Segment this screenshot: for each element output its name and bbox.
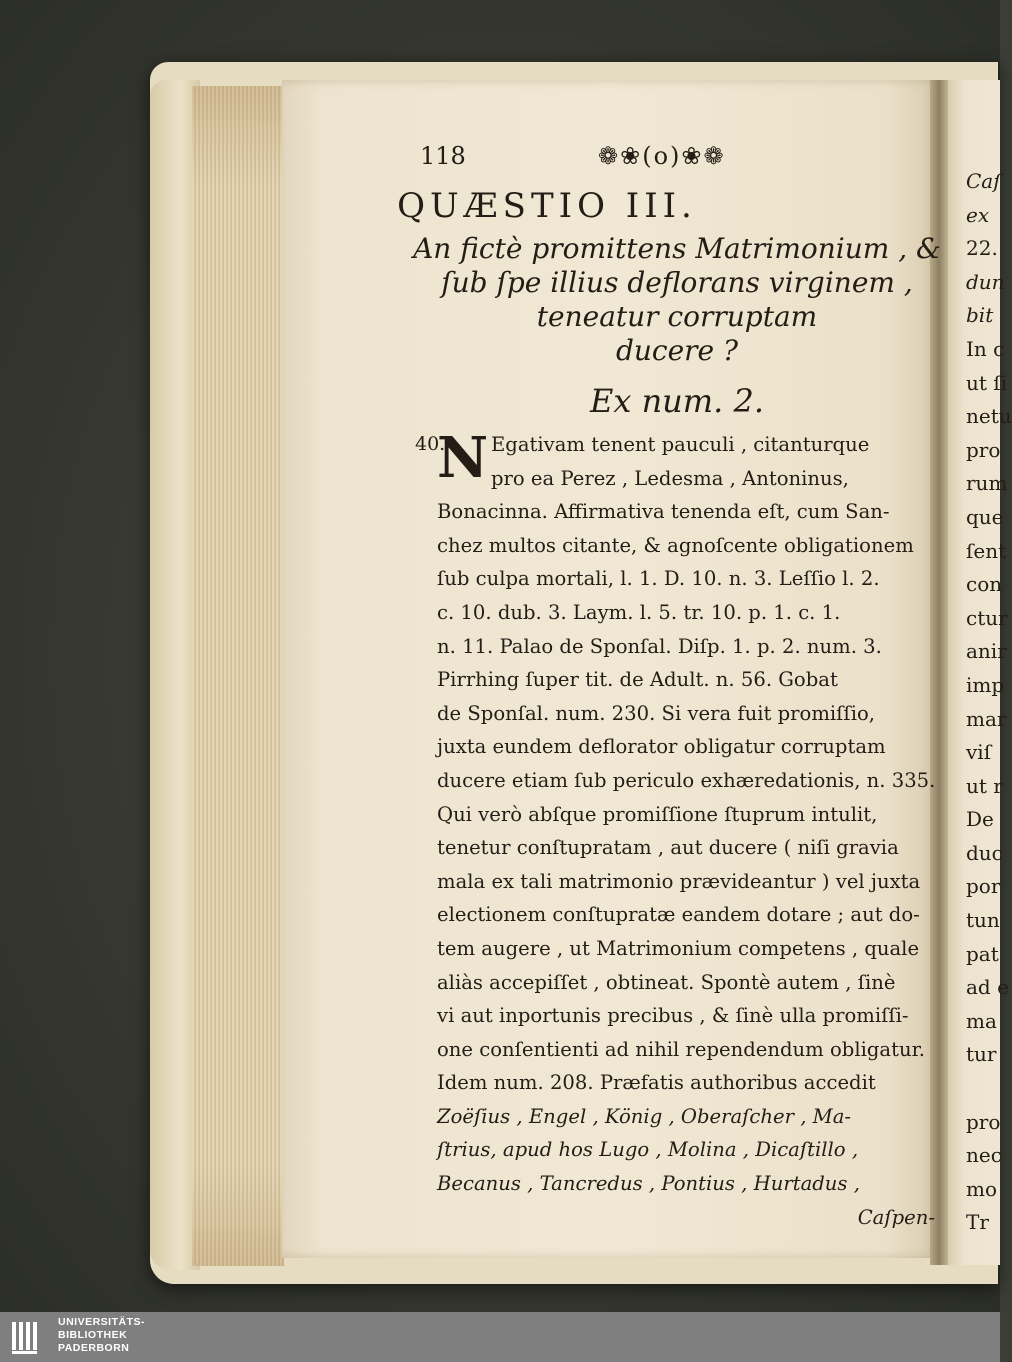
text-line: mala ex tali matrimonio prævideantur ) vel juxta: [437, 869, 921, 893]
question-title: QUÆSTIO III.: [397, 186, 697, 226]
fragment-line: imp: [966, 672, 1005, 697]
text-line: aliàs accepiſſet , obtineat. Spontè autem , ſinè: [437, 970, 896, 994]
fragment-line: con: [966, 572, 1003, 597]
fragment-line: Caſ: [966, 169, 1001, 193]
text-line: juxta eundem deflorator obligatur corruptam: [437, 735, 886, 759]
fragment-line: [966, 1072, 1006, 1106]
question-heading: [412, 232, 942, 368]
fragment-line: ctur: [966, 605, 1008, 630]
fragment-line: dun: [966, 269, 1005, 294]
page-number: 118: [420, 142, 466, 170]
right-page-text: [966, 165, 1012, 1240]
fragment-line: ad e: [966, 975, 1009, 1000]
text-line: Idem num. 208. Præfatis authoribus accedit: [437, 1071, 876, 1095]
fragment-line: pat: [966, 941, 999, 966]
fragment-line: ut r: [966, 773, 1003, 798]
drop-initial: N: [437, 425, 489, 491]
text-line: de Sponſal. num. 230. Si vera fuit promiſſio,: [437, 701, 875, 725]
fragment-line: tun: [966, 908, 1000, 933]
fragment-line: que: [966, 504, 1004, 529]
fragment-line: nec: [966, 1143, 1002, 1168]
fragment-line: netu: [966, 404, 1012, 429]
text-line: Bonacinna. Affirmativa tenenda eſt, cum San-: [437, 500, 890, 524]
running-head: [420, 142, 930, 182]
fragment-line: mar: [966, 706, 1007, 731]
text-line: ſtrius, apud hos Lugo , Molina , Dicaſtillo ,: [437, 1138, 859, 1162]
text-line: Egativam tenent pauculi , citanturque: [491, 433, 870, 456]
text-line: Pirrhing ſuper tit. de Adult. n. 56. Gobat: [437, 668, 838, 692]
text-line: tenetur conſtupratam , aut ducere ( niſi gravia: [437, 836, 899, 860]
source-reference: Ex num. 2.: [589, 382, 764, 420]
fragment-line: rum: [966, 471, 1008, 496]
text-line: n. 11. Palao de Sponſal. Diſp. 1. p. 2. num. 3.: [437, 634, 882, 658]
library-footer: [0, 1312, 1000, 1362]
text-line: electionem conſtupratæ eandem dotare ; aut do-: [437, 903, 920, 927]
fragment-line: ut ſi: [966, 370, 1008, 395]
question-line: teneatur corruptam: [536, 300, 818, 333]
body-text: [415, 425, 936, 1234]
text-line: tem augere , ut Matrimonium competens , quale: [437, 936, 920, 960]
text-line: vi aut inportunis precibus , & ſinè ulla promiſſi-: [437, 1004, 909, 1028]
fragment-line: De: [966, 807, 994, 832]
text-line: one conſentienti ad nihil rependendum obligatur.: [437, 1037, 926, 1061]
library-name: [58, 1316, 145, 1355]
fragment-line: mo: [966, 1176, 998, 1201]
catchword: Caſpen-: [857, 1205, 935, 1229]
fragment-line: In c: [966, 336, 1005, 361]
library-name-line: BIBLIOTHEK: [58, 1329, 128, 1341]
fragment-line: pro: [966, 437, 1001, 462]
text-line: Qui verò abſque promiſſione ſtuprum intulit,: [437, 802, 878, 826]
ornament: ❁❀(o)❀❁: [598, 142, 726, 170]
library-name-line: UNIVERSITÄTS-: [58, 1316, 146, 1328]
fragment-line: pro: [966, 1109, 1001, 1134]
text-line: chez multos citante, & agnoſcente obligationem: [437, 533, 914, 557]
text-line: Zoëſius , Engel , König , Oberaſcher , Ma-: [437, 1104, 852, 1128]
fragment-line: ma: [966, 1008, 997, 1033]
library-name-line: PADERBORN: [58, 1342, 130, 1354]
fragment-line: bit: [966, 303, 994, 328]
fragment-line: anir: [966, 639, 1007, 664]
question-line: ſub ſpe illius deflorans virginem ,: [441, 266, 913, 299]
text-line: pro ea Perez , Ledesma , Antoninus,: [491, 466, 849, 490]
fragment-line: por: [966, 874, 1001, 899]
text-line: ducere etiam ſub periculo exhæredationis, n. 335.: [437, 768, 936, 792]
paragraph-number: 40.: [415, 433, 446, 455]
question-line: ducere ?: [615, 334, 739, 367]
page-edges: [192, 86, 284, 1266]
text-line: c. 10. dub. 3. Laym. l. 5. tr. 10. p. 1. c. 1.: [437, 600, 841, 624]
fragment-line: 22.: [966, 236, 998, 261]
text-line: ſub culpa mortali, l. 1. D. 10. n. 3. Leſſio l. 2.: [437, 567, 880, 591]
fragment-line: tur: [966, 1042, 997, 1067]
fragment-line: ex: [966, 202, 990, 227]
fragment-line: duc: [966, 840, 1003, 865]
question-line: An fictè promittens Matrimonium , &: [413, 232, 941, 265]
library-logo-icon: [10, 1318, 48, 1356]
text-line: Becanus , Tancredus , Pontius , Hurtadus ,: [437, 1172, 860, 1196]
fragment-line: ſent: [966, 538, 1007, 563]
fragment-line: Tr: [966, 1210, 989, 1235]
fragment-line: viſ: [966, 740, 992, 765]
